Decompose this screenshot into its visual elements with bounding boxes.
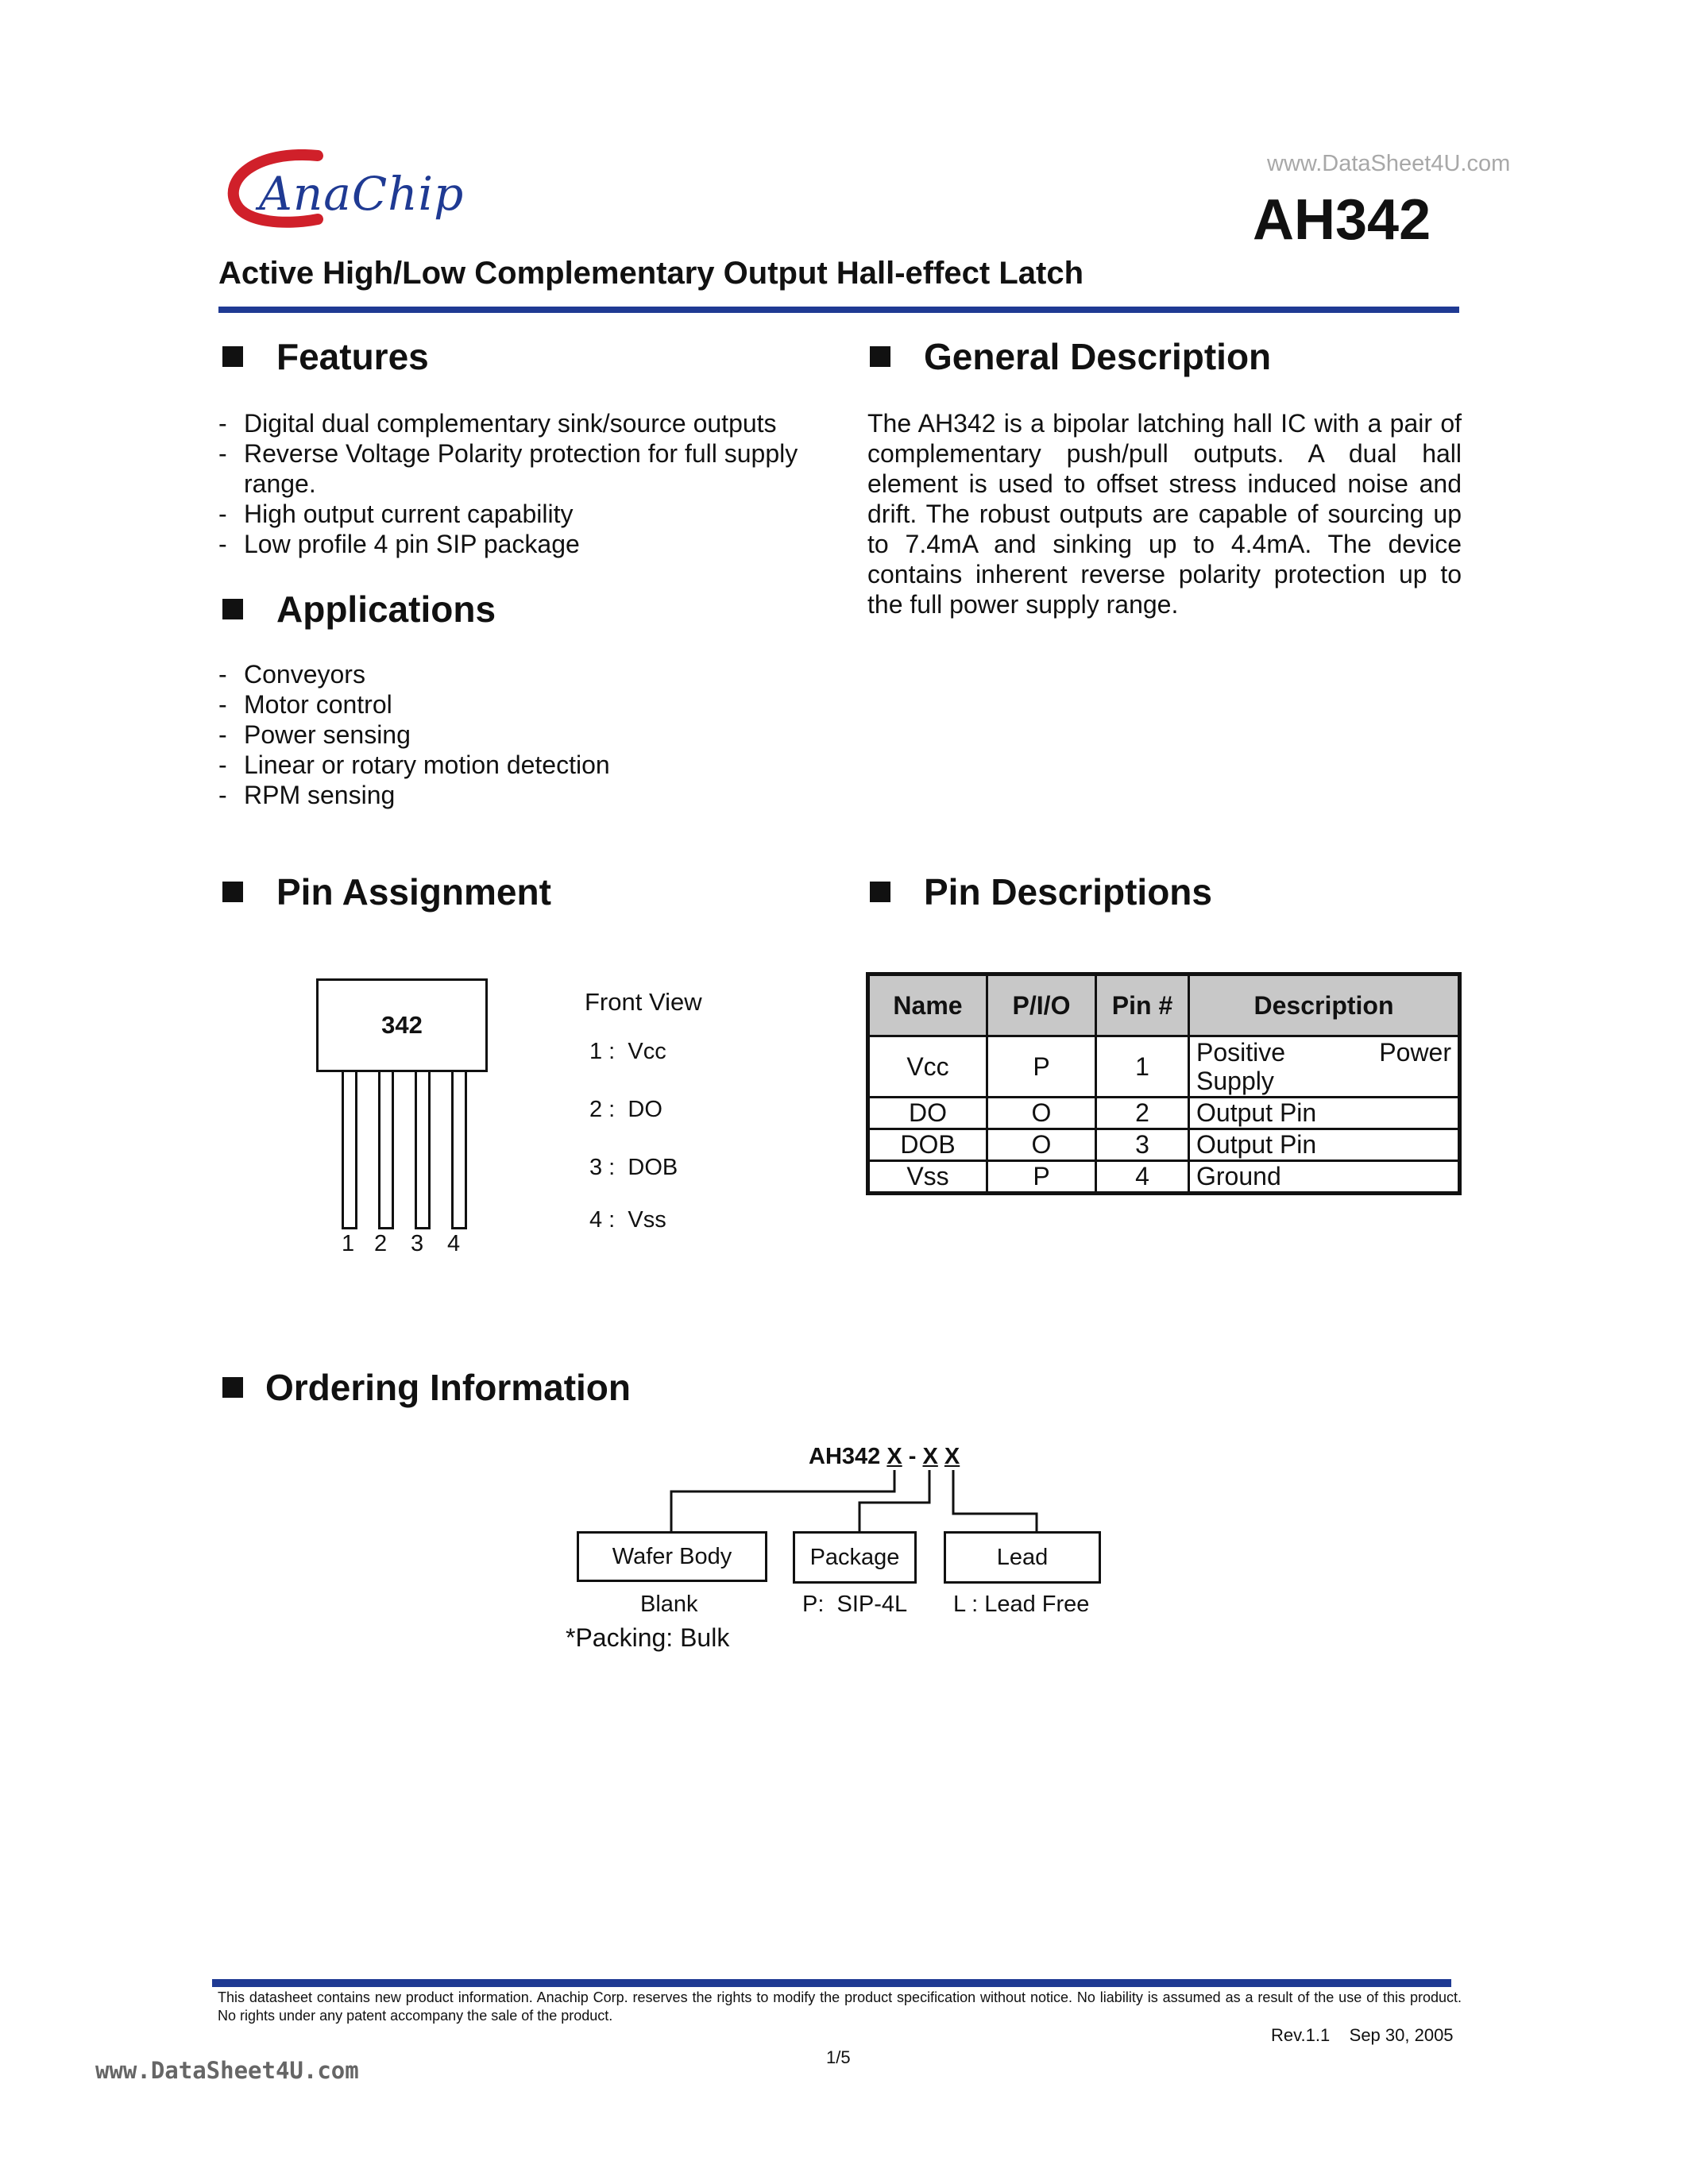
- wafer-body-option: Blank: [640, 1592, 698, 1617]
- package-option: P: SIP-4L: [802, 1592, 908, 1617]
- list-item: - Motor control: [218, 689, 822, 720]
- packing-note: *Packing: Bulk: [566, 1623, 730, 1652]
- footer-revision: Rev.1.1 Sep 30, 2005: [1271, 2025, 1454, 2045]
- pin-number-label: 1: [342, 1231, 355, 1256]
- column-header: P/I/O: [987, 974, 1096, 1036]
- general-description-text: The AH342 is a bipolar latching hall IC with a pair of complementary push/pull outputs. A dual hall element is used to offset stress induced noise and drift. The robust outputs are capable of sourcing up to 7.4mA and sinking up to 4.4mA. The device contains inherent reverse polarity protection up to the full power supply range.: [867, 409, 1462, 619]
- pin-name-cell: DO: [868, 1098, 987, 1129]
- list-item: - Conveyors: [218, 659, 822, 689]
- list-item: - High output current capability: [218, 499, 822, 529]
- footer-rule: [212, 1979, 1451, 1987]
- page-subtitle: Active High/Low Complementary Output Hall-effect Latch: [218, 256, 1084, 291]
- column-header: Pin #: [1096, 974, 1189, 1036]
- pin-number-label: 4: [447, 1231, 461, 1256]
- column-header: Name: [868, 974, 987, 1036]
- part-number: AH342: [1253, 188, 1431, 252]
- package-box: Package: [793, 1531, 917, 1584]
- lead-box: Lead: [944, 1531, 1101, 1584]
- pin-number-cell: 4: [1096, 1161, 1189, 1194]
- pin-item: 4 : Vss: [589, 1207, 666, 1233]
- pin-item: 1 : Vcc: [589, 1039, 666, 1064]
- pin-assignment-heading: Pin Assignment: [222, 870, 551, 913]
- pin-item: 2 : DO: [589, 1097, 662, 1122]
- features-heading: Features: [222, 335, 429, 378]
- footer-disclaimer: This datasheet contains new product information. Anachip Corp. reserves the rights to modify the product specification without notice. No liability is assumed as a result of the use of this product. No rights under any patent accompany the sale of the product.: [218, 1989, 1462, 2024]
- pin-name-cell: Vcc: [868, 1036, 987, 1098]
- pin-pio-cell: P: [987, 1161, 1096, 1194]
- general-description-heading: General Description: [870, 335, 1271, 378]
- list-item: - Digital dual complementary sink/source outputs: [218, 408, 822, 438]
- pin-desc-cell: Positive Power Supply: [1189, 1036, 1460, 1098]
- pin-desc-cell: Ground: [1189, 1161, 1460, 1194]
- pin-pio-cell: O: [987, 1098, 1096, 1129]
- pin-name-cell: DOB: [868, 1129, 987, 1161]
- pin-number-cell: 1: [1096, 1036, 1189, 1098]
- column-header: Description: [1189, 974, 1460, 1036]
- pin-pio-cell: O: [987, 1129, 1096, 1161]
- list-item: - Low profile 4 pin SIP package: [218, 529, 822, 559]
- list-item: - Linear or rotary motion detection: [218, 750, 822, 780]
- ordering-heading: Ordering Information: [222, 1366, 631, 1409]
- pin-number-label: 2: [374, 1231, 388, 1256]
- pin-pio-cell: P: [987, 1036, 1096, 1098]
- pin-number-label: 3: [411, 1231, 424, 1256]
- applications-heading: Applications: [222, 588, 496, 631]
- package-label: 342: [381, 1011, 423, 1039]
- header-watermark: www.DataSheet4U.com: [1267, 151, 1511, 176]
- list-item: - Reverse Voltage Polarity protection for full supply range.: [218, 438, 822, 499]
- pin-name-cell: Vss: [868, 1161, 987, 1194]
- wafer-body-box: Wafer Body: [577, 1531, 767, 1582]
- ordering-code: AH342 X - X X: [809, 1444, 960, 1469]
- front-view-label: Front View: [585, 988, 702, 1016]
- pin-descriptions-heading: Pin Descriptions: [870, 870, 1212, 913]
- list-item: - Power sensing: [218, 720, 822, 750]
- pin-number-cell: 3: [1096, 1129, 1189, 1161]
- footer-watermark: www.DataSheet4U.com: [95, 2057, 359, 2084]
- lead-option: L : Lead Free: [953, 1592, 1090, 1617]
- pin-number-cell: 2: [1096, 1098, 1189, 1129]
- pin-desc-cell: Output Pin: [1189, 1129, 1460, 1161]
- pin-desc-cell: Output Pin: [1189, 1098, 1460, 1129]
- list-item: - RPM sensing: [218, 780, 822, 810]
- pin-item: 3 : DOB: [589, 1155, 678, 1180]
- page-number: 1/5: [826, 2047, 851, 2067]
- logo-text: AnaChip: [259, 167, 465, 221]
